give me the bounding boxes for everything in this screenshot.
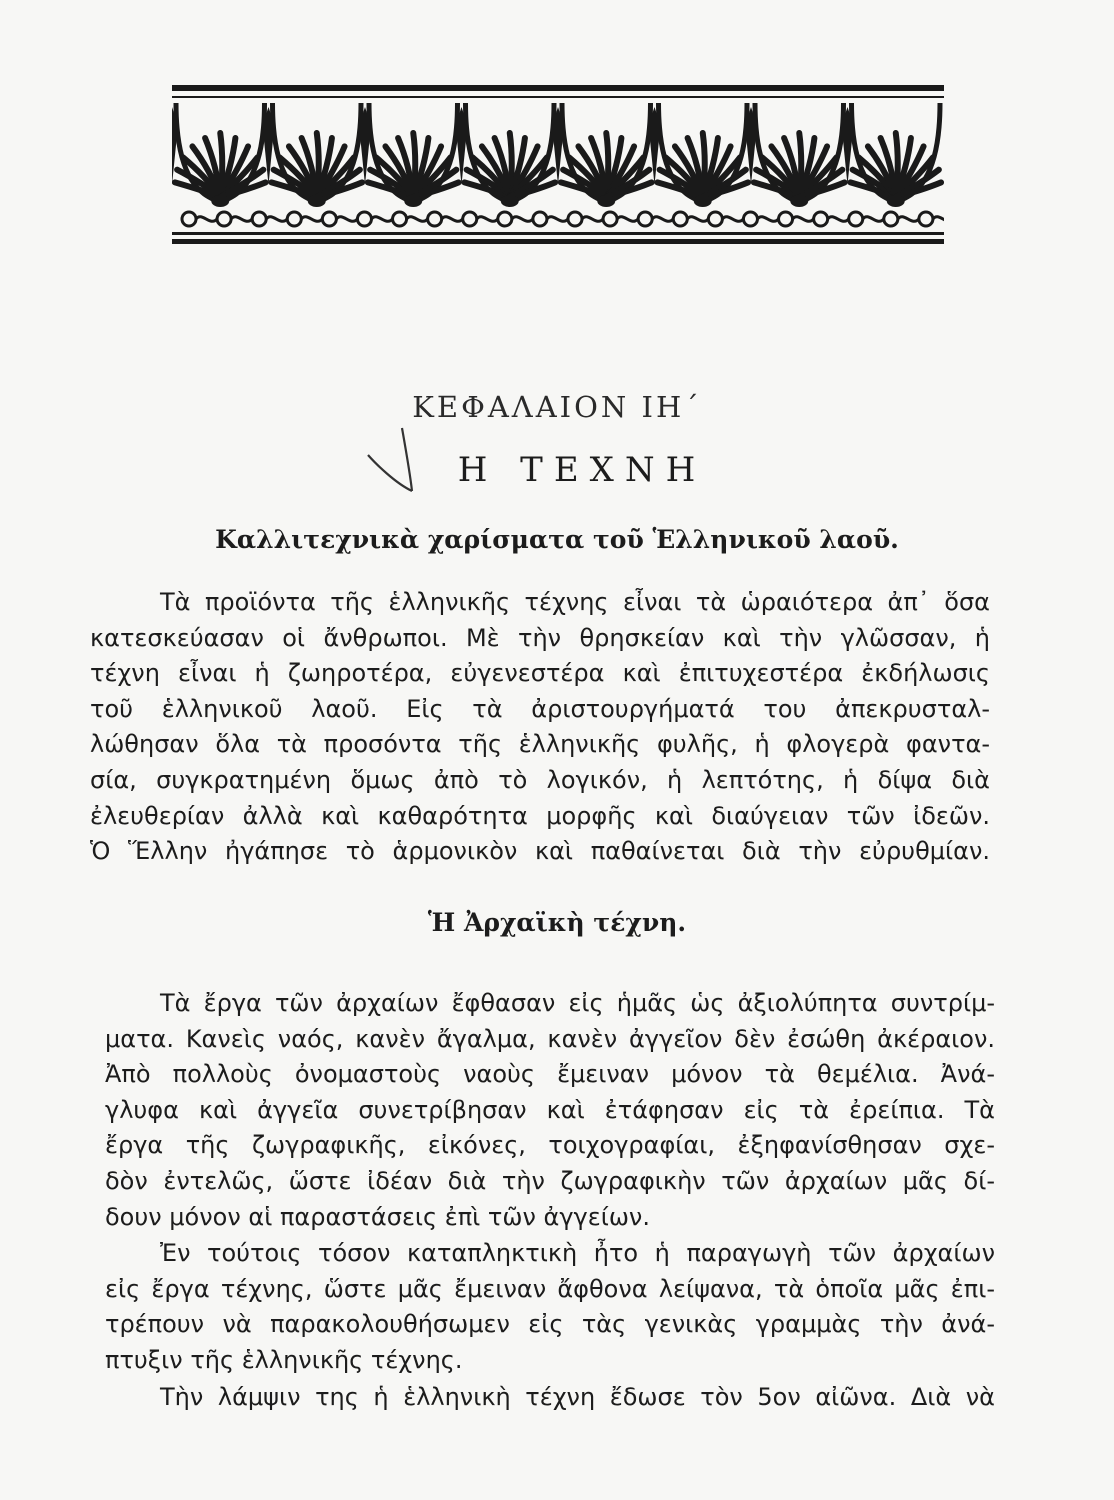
text-line: Ὁ Ἕλλην ἠγάπησε τὸ ἁρμονικὸν καὶ παθαίνεται διὰ τὴν εὐρυθμίαν. <box>90 837 990 866</box>
text-line: Τὰ ἔργα τῶν ἀρχαίων ἔφθασαν εἰς ἡμᾶς ὡς ἀξιολύπητα συντρίμ- <box>160 989 995 1017</box>
text-line: ἔργα τῆς ζωγραφικῆς, εἰκόνες, τοιχογραφίαι, ἐξηφανίσθησαν σχε- <box>105 1131 995 1160</box>
paragraph <box>105 1236 995 1378</box>
text-line: Ἀπὸ πολλοὺς ὀνομαστοὺς ναοὺς ἔμειναν μόνον τὰ θεμέλια. Ἀνά- <box>105 1060 995 1089</box>
text-line: Τὰ προϊόντα τῆς ἑλληνικῆς τέχνης εἶναι τὰ ὡραιότερα ἀπ᾽ ὅσα <box>160 588 990 616</box>
text-line: τρέπουν νὰ παρακολουθήσωμεν εἰς τὰς γενικὰς γραμμὰς τὴν ἀνά- <box>105 1310 995 1339</box>
text-line: ἐλευθερίαν ἀλλὰ καὶ καθαρότητα μορφῆς καὶ διαύγειαν τῶν ἰδεῶν. <box>90 801 990 830</box>
text-line: κατεσκεύασαν οἱ ἄνθρωποι. Μὲ τὴν θρησκείαν καὶ τὴν γλῶσσαν, ἡ <box>90 623 990 652</box>
text-line: λώθησαν ὅλα τὰ προσόντα τῆς ἑλληνικῆς φυλῆς, ἡ φλογερὰ φαντα- <box>90 730 990 759</box>
text-line: τέχνη εἶναι ἡ ζωηροτέρα, εὐγενεστέρα καὶ ἐπιτυχεστέρα ἐκδήλωσις <box>90 659 990 688</box>
section-heading: Ἡ Ἀρχαϊκὴ τέχνη. <box>427 908 687 937</box>
text-line: τοῦ ἑλληνικοῦ λαοῦ. Εἰς τὰ ἀριστουργήματά του ἀπεκρυσταλ- <box>90 694 990 723</box>
palmette-frieze-ornament <box>172 85 944 245</box>
text-line: δὸν ἐντελῶς, ὥστε ἰδέαν διὰ τὴν ζωγραφικὴν τῶν ἀρχαίων μᾶς δί- <box>105 1166 995 1195</box>
text-line: δουν μόνον αἱ παραστάσεις ἐπὶ τῶν ἀγγείων. <box>105 1202 650 1231</box>
chapter-label: ΚΕΦΑΛΑΙΟΝ ΙΗ΄ <box>412 390 702 424</box>
text-line: Ἐν τούτοις τόσον καταπληκτικὴ ἦτο ἡ παραγωγὴ τῶν ἀρχαίων <box>160 1239 995 1267</box>
paragraph <box>105 986 995 1235</box>
text-line: σία, συγκρατημένη ὅμως ἀπὸ τὸ λογικόν, ἡ λεπτότης, ἡ δίψα διὰ <box>90 765 990 794</box>
chapter-title: Η ΤΕΧΝΗ <box>457 450 707 490</box>
paragraph <box>90 585 990 870</box>
paragraph <box>160 1380 995 1416</box>
text-line: Τὴν λάμψιν της ἡ ἑλληνικὴ τέχνη ἔδωσε τὸν 5ον αἰῶνα. Διὰ νὰ <box>160 1383 995 1411</box>
section-heading: Καλλιτεχνικὰ χαρίσματα τοῦ Ἑλληνικοῦ λαοῦ. <box>215 525 899 554</box>
text-line: γλυφα καὶ ἀγγεῖα συνετρίβησαν καὶ ἐτάφησαν εἰς τὰ ἐρείπια. Τὰ <box>105 1095 995 1124</box>
text-line: πτυξιν τῆς ἑλληνικῆς τέχνης. <box>105 1345 463 1374</box>
text-line: ματα. Κανεὶς ναός, κανὲν ἄγαλμα, κανὲν ἀγγεῖον δὲν ἐσώθη ἀκέραιον. <box>105 1024 995 1053</box>
text-line: εἰς ἔργα τέχνης, ὥστε μᾶς ἔμειναν ἄφθονα λείψανα, τὰ ὁποῖα μᾶς ἐπι- <box>105 1274 995 1303</box>
